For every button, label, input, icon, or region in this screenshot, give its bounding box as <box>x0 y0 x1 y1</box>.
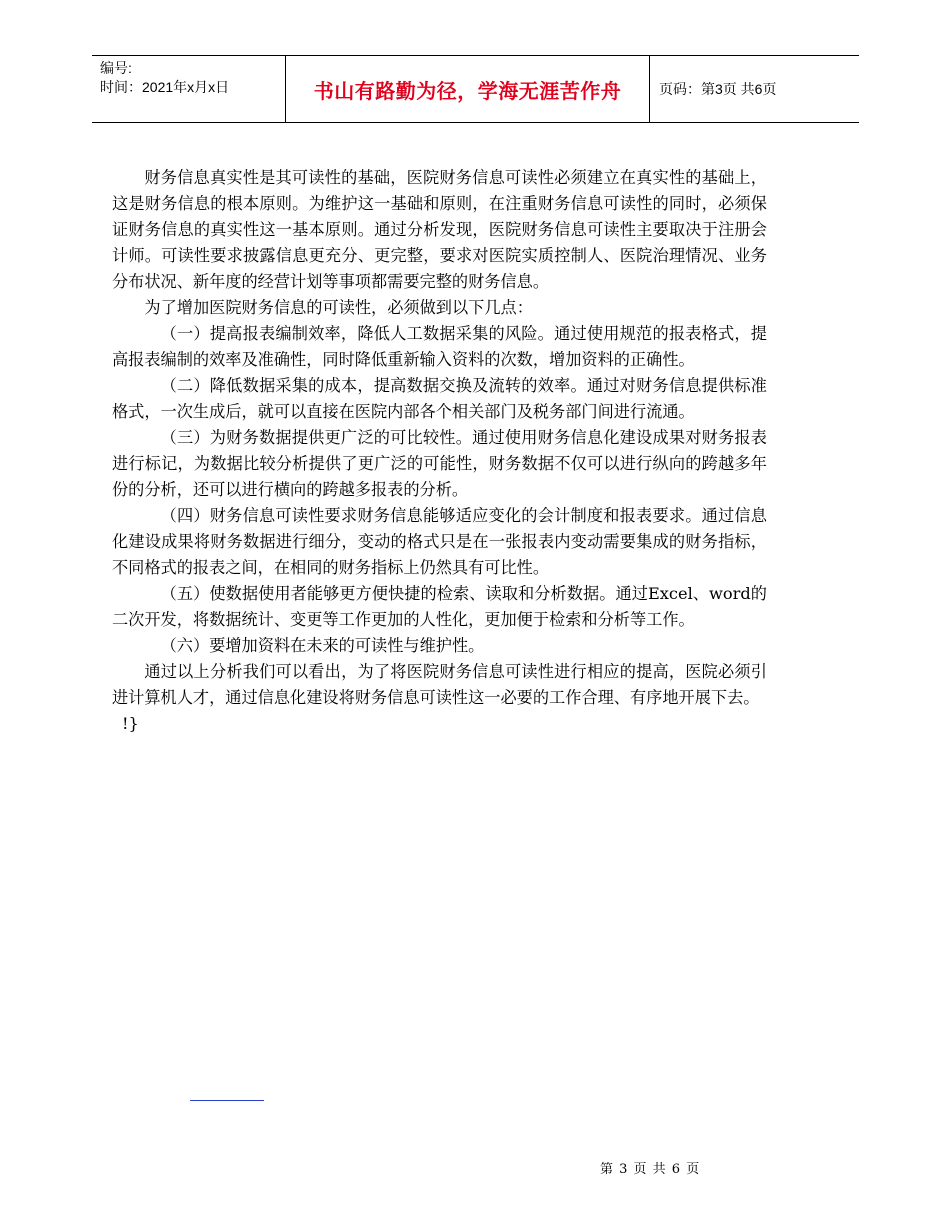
header-meta <box>92 56 286 122</box>
list-item: （一）提高报表编制效率，降低人工数据采集的风险。通过使用规范的报表格式，提高报表编制的效率及准确性，同时降低重新输入资料的次数，增加资料的正确性。 <box>112 324 767 369</box>
list-item: （四）财务信息可读性要求财务信息能够适应变化的会计制度和报表要求。通过信息化建设成果将财务数据进行细分，变动的格式只是在一张报表内变动需要集成的财务指标，不同格式的报表之间，在相同的财务指标上仍然具有可比性。 <box>112 506 767 577</box>
page-header <box>92 55 859 123</box>
document-time-label: 时间：2021年x月x日 <box>100 79 230 95</box>
stray-characters: !} <box>122 714 139 733</box>
list-item: （六）要增加资料在未来的可读性与维护性。 <box>160 636 485 655</box>
header-page-info: 页码：第3页 共6页 <box>659 81 777 97</box>
page-footer-number: 第 3 页 共 6 页 <box>600 1162 701 1177</box>
list-item: （五）使数据使用者能够更方便快捷的检索、读取和分析数据。通过Excel、word的二次开发，将数据统计、变更等工作更加的人性化，更加便于检索和分析等工作。 <box>112 584 767 629</box>
body-paragraph: 财务信息真实性是其可读性的基础，医院财务信息可读性必须建立在真实性的基础上，这是财务信息的根本原则。为维护这一基础和原则，在注重财务信息可读性的同时，必须保证财务信息的真实性这一基本原则。通过分析发现，医院财务信息可读性主要取决于注册会计师。可读性要求披露信息更充分、更完整，要求对医院实质控制人、医院治理情况、业务分布状况、新年度的经营计划等事项都需要完整的财务信息。 <box>112 168 767 291</box>
header-motto: 书山有路勤为径，学海无涯苦作舟 <box>286 56 650 122</box>
list-item: （三）为财务数据提供更广泛的可比较性。通过使用财务信息化建设成果对财务报表进行标记，为数据比较分析提供了更广泛的可能性，财务数据不仅可以进行纵向的跨越多年份的分析，还可以进行横向的跨越多报表的分析。 <box>112 428 767 499</box>
document-body <box>112 165 767 737</box>
list-item: （二）降低数据采集的成本，提高数据交换及流转的效率。通过对财务信息提供标准格式，一次生成后，就可以直接在医院内部各个相关部门及税务部门间进行流通。 <box>112 376 767 421</box>
body-paragraph: 通过以上分析我们可以看出，为了将医院财务信息可读性进行相应的提高，医院必须引进计算机人才，通过信息化建设将财务信息可读性这一必要的工作合理、有序地开展下去。 <box>112 662 767 707</box>
footnote-divider <box>190 1100 264 1101</box>
body-paragraph: 为了增加医院财务信息的可读性，必须做到以下几点： <box>144 298 533 317</box>
document-number-label: 编号: <box>100 60 132 76</box>
